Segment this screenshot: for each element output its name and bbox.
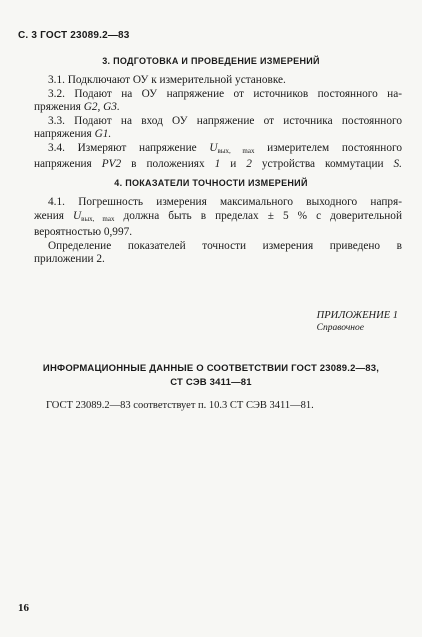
para-4-2-line2: приложении 2. [34, 253, 105, 265]
para-3-4-line1: 3.4. Измеряют напряжение $U_{вых, max}$ измерителем постоянного [48, 141, 402, 155]
section-4-body [34, 196, 402, 267]
page-header: С. 3 ГОСТ 23089.2—83 [18, 30, 130, 41]
para-3-4-line2: напряжения PV2 в положениях 1 и 2 устройства коммутации S. [34, 158, 402, 170]
section-3-body [34, 74, 402, 172]
info-text: ГОСТ 23089.2—83 соответствует п. 10.3 СТ СЭВ 3411—81. [46, 400, 314, 411]
appendix-heading [317, 310, 398, 333]
para-4-2-line1: Определение показателей точности измерения приведено в [48, 239, 402, 252]
para-4-1-line1: 4.1. Погрешность измерения максимального выходного напря- [48, 196, 402, 208]
section-4-title: 4. ПОКАЗАТЕЛИ ТОЧНОСТИ ИЗМЕРЕНИЙ [114, 178, 308, 188]
para-3-2-line1: 3.2. Подают на ОУ напряжение от источников постоянного на- [48, 87, 402, 100]
section-3-title: 3. ПОДГОТОВКА И ПРОВЕДЕНИЕ ИЗМЕРЕНИЙ [102, 56, 320, 66]
appendix-subtitle: Справочное [316, 323, 364, 333]
para-4-1-line3: вероятностью 0,997. [34, 226, 133, 238]
page-number: 16 [18, 602, 29, 614]
appendix-title: ПРИЛОЖЕНИЕ 1 [316, 310, 398, 321]
info-title [0, 362, 422, 390]
para-4-1-line2: жения $U_{вых, max}$ должна быть в пределах ± 5 % с доверительной [34, 209, 402, 223]
info-title-line2: СТ СЭВ 3411—81 [170, 377, 252, 388]
info-title-line1: ИНФОРМАЦИОННЫЕ ДАННЫЕ О СООТВЕТСТВИИ ГОСТ 23089.2—83, [42, 363, 380, 374]
para-3-2-line2: пряжения G2, G3. [34, 101, 120, 113]
para-3-3-line2: напряжения G1. [34, 128, 112, 140]
para-3-1: 3.1. Подключают ОУ к измерительной установке. [48, 74, 286, 86]
para-3-3-line1: 3.3. Подают на вход ОУ напряжение от источника постоянного [48, 114, 402, 127]
